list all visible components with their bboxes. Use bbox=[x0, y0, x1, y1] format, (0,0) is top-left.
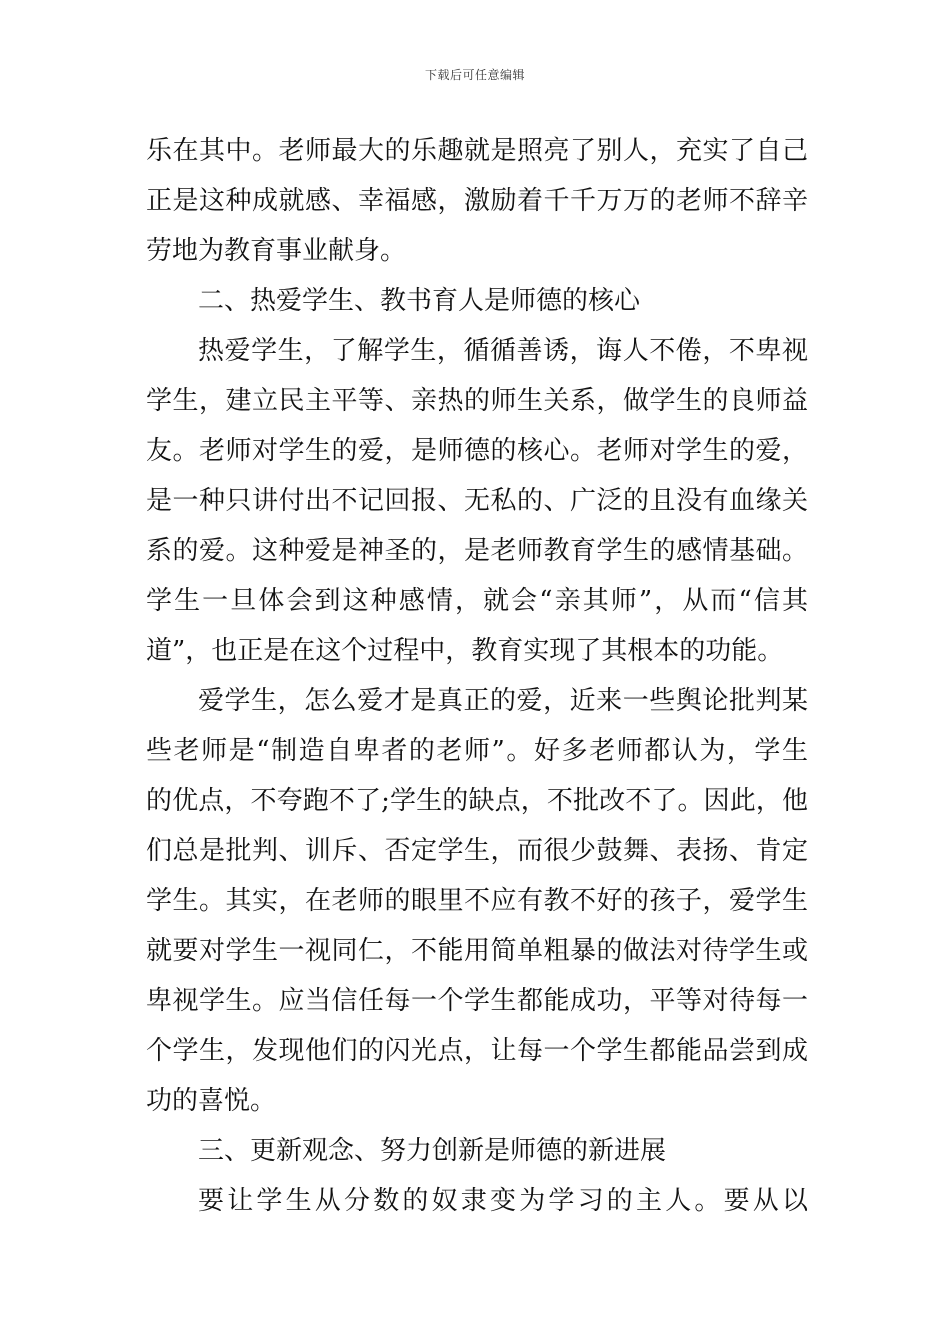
text-line: 系的爱。这种爱是神圣的，是老师教育学生的感情基础。 bbox=[146, 536, 808, 566]
document-body bbox=[146, 126, 808, 1226]
text-line: 是一种只讲付出不记回报、无私的、广泛的且没有血缘关 bbox=[146, 486, 808, 516]
text-line: 友。老师对学生的爱，是师德的核心。老师对学生的爱， bbox=[146, 436, 808, 466]
text-line: 道”，也正是在这个过程中，教育实现了其根本的功能。 bbox=[146, 636, 784, 666]
text-line: 们总是批判、训斥、否定学生，而很少鼓舞、表扬、肯定 bbox=[146, 836, 808, 866]
text-line: 功的喜悦。 bbox=[146, 1086, 277, 1116]
text-line: 乐在其中。老师最大的乐趣就是照亮了别人，充实了自己 bbox=[146, 136, 808, 166]
page-header: 下载后可任意编辑 bbox=[424, 68, 525, 82]
text-line: 学生，建立民主平等、亲热的师生关系，做学生的良师益 bbox=[146, 386, 808, 416]
text-line: 的优点，不夸跑不了;学生的缺点，不批改不了。因此，他 bbox=[146, 786, 808, 816]
text-line: 学生一旦体会到这种感情，就会“亲其师”，从而“信其 bbox=[146, 586, 808, 616]
text-line: 个学生，发现他们的闪光点，让每一个学生都能品尝到成 bbox=[146, 1036, 808, 1066]
text-line: 劳地为教育事业献身。 bbox=[146, 236, 407, 266]
text-line: 就要对学生一视同仁，不能用简单粗暴的做法对待学生或 bbox=[146, 936, 808, 966]
text-line: 爱学生，怎么爱才是真正的爱，近来一些舆论批判某 bbox=[198, 686, 808, 716]
text-line: 卑视学生。应当信任每一个学生都能成功，平等对待每一 bbox=[146, 986, 808, 1016]
section-heading: 三、更新观念、努力创新是师德的新进展 bbox=[198, 1136, 667, 1166]
section-heading: 二、热爱学生、教书育人是师德的核心 bbox=[198, 286, 641, 316]
text-line: 要让学生从分数的奴隶变为学习的主人。要从以 bbox=[198, 1186, 808, 1216]
text-line: 学生。其实，在老师的眼里不应有教不好的孩子，爱学生 bbox=[146, 886, 808, 916]
text-line: 正是这种成就感、幸福感，激励着千千万万的老师不辞辛 bbox=[146, 186, 808, 216]
text-line: 些老师是“制造自卑者的老师”。好多老师都认为，学生 bbox=[146, 736, 808, 766]
text-line: 热爱学生，了解学生，循循善诱，诲人不倦，不卑视 bbox=[198, 336, 808, 366]
